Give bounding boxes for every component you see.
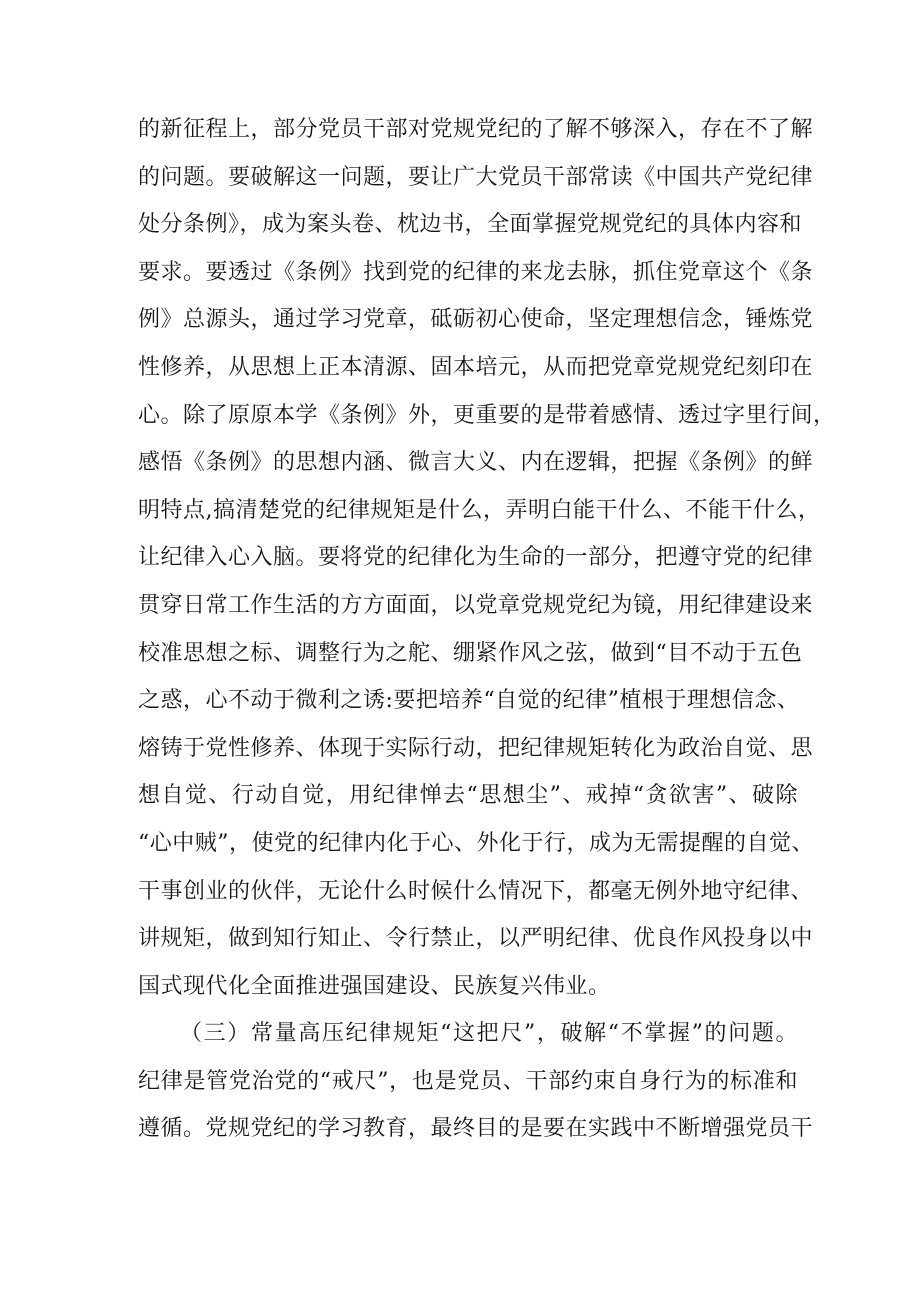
text-line: 感悟《条例》的思想内涵、微言大义、内在逻辑，把握《条例》的鲜 bbox=[138, 450, 814, 476]
text-line: “心中贼”，使党的纪律内化于心、外化于行，成为无需提醒的自觉、 bbox=[138, 830, 814, 856]
text-line: 要求。要透过《条例》找到党的纪律的来龙去脉，抓住党章这个《条 bbox=[138, 259, 814, 285]
text-line: 例》总源头，通过学习党章，砥砺初心使命，坚定理想信念，锤炼党 bbox=[138, 307, 814, 333]
text-line: 之惑，心不动于微利之诱:要把培养“自觉的纪律”植根于理想信念、 bbox=[138, 688, 800, 714]
text-line: 纪律是管党治党的“戒尺”，也是党员、干部约束自身行为的标准和 bbox=[138, 1068, 798, 1094]
text-line: 的新征程上，部分党员干部对党规党纪的了解不够深入，存在不了解 bbox=[138, 117, 814, 142]
document-body bbox=[138, 106, 836, 1153]
text-line: 熔铸于党性修养、体现于实际行动，把纪律规矩转化为政治自觉、思 bbox=[138, 735, 814, 761]
text-line: 贯穿日常工作生活的方方面面，以党章党规党纪为镜，用纪律建设来 bbox=[138, 592, 814, 618]
text-line: 让纪律入心入脑。要将党的纪律化为生命的一部分，把遵守党的纪律 bbox=[138, 545, 814, 571]
text-line: 的问题。要破解这一问题，要让广大党员干部常读《中国共产党纪律 bbox=[138, 164, 814, 190]
text-line: 性修养，从思想上正本清源、固本培元，从而把党章党规党纪刻印在 bbox=[138, 354, 814, 380]
text-line: 心。除了原原本学《条例》外，更重要的是带着感情、透过字里行间， bbox=[138, 402, 836, 428]
text-line: 校准思想之标、调整行为之舵、绷紧作风之弦，做到“目不动于五色 bbox=[138, 640, 803, 666]
text-line: 想自觉、行动自觉，用纪律惮去“思想尘”、戒掉“贪欲害”、破除 bbox=[138, 783, 798, 809]
text-line: 明特点,搞清楚党的纪律规矩是什么，弄明白能干什么、不能干什么， bbox=[138, 497, 821, 523]
text-line: 遵循。党规党纪的学习教育，最终目的是要在实践中不断增强党员干 bbox=[138, 1116, 814, 1142]
text-line: 处分条例》，成为案头卷、枕边书，全面掌握党规党纪的具体内容和 bbox=[138, 212, 803, 238]
text-line: 国式现代化全面推进强国建设、民族复兴伟业。 bbox=[138, 973, 611, 999]
text-line: 讲规矩，做到知行知止、令行禁止，以严明纪律、优良作风投身以中 bbox=[138, 926, 814, 952]
text-line: 干事创业的伙伴，无论什么时候什么情况下，都毫无例外地守纪律、 bbox=[138, 878, 814, 904]
section-heading-line: （三）常量高压纪律规矩“这把尺”，破解“不掌握”的问题。 bbox=[180, 1021, 798, 1047]
